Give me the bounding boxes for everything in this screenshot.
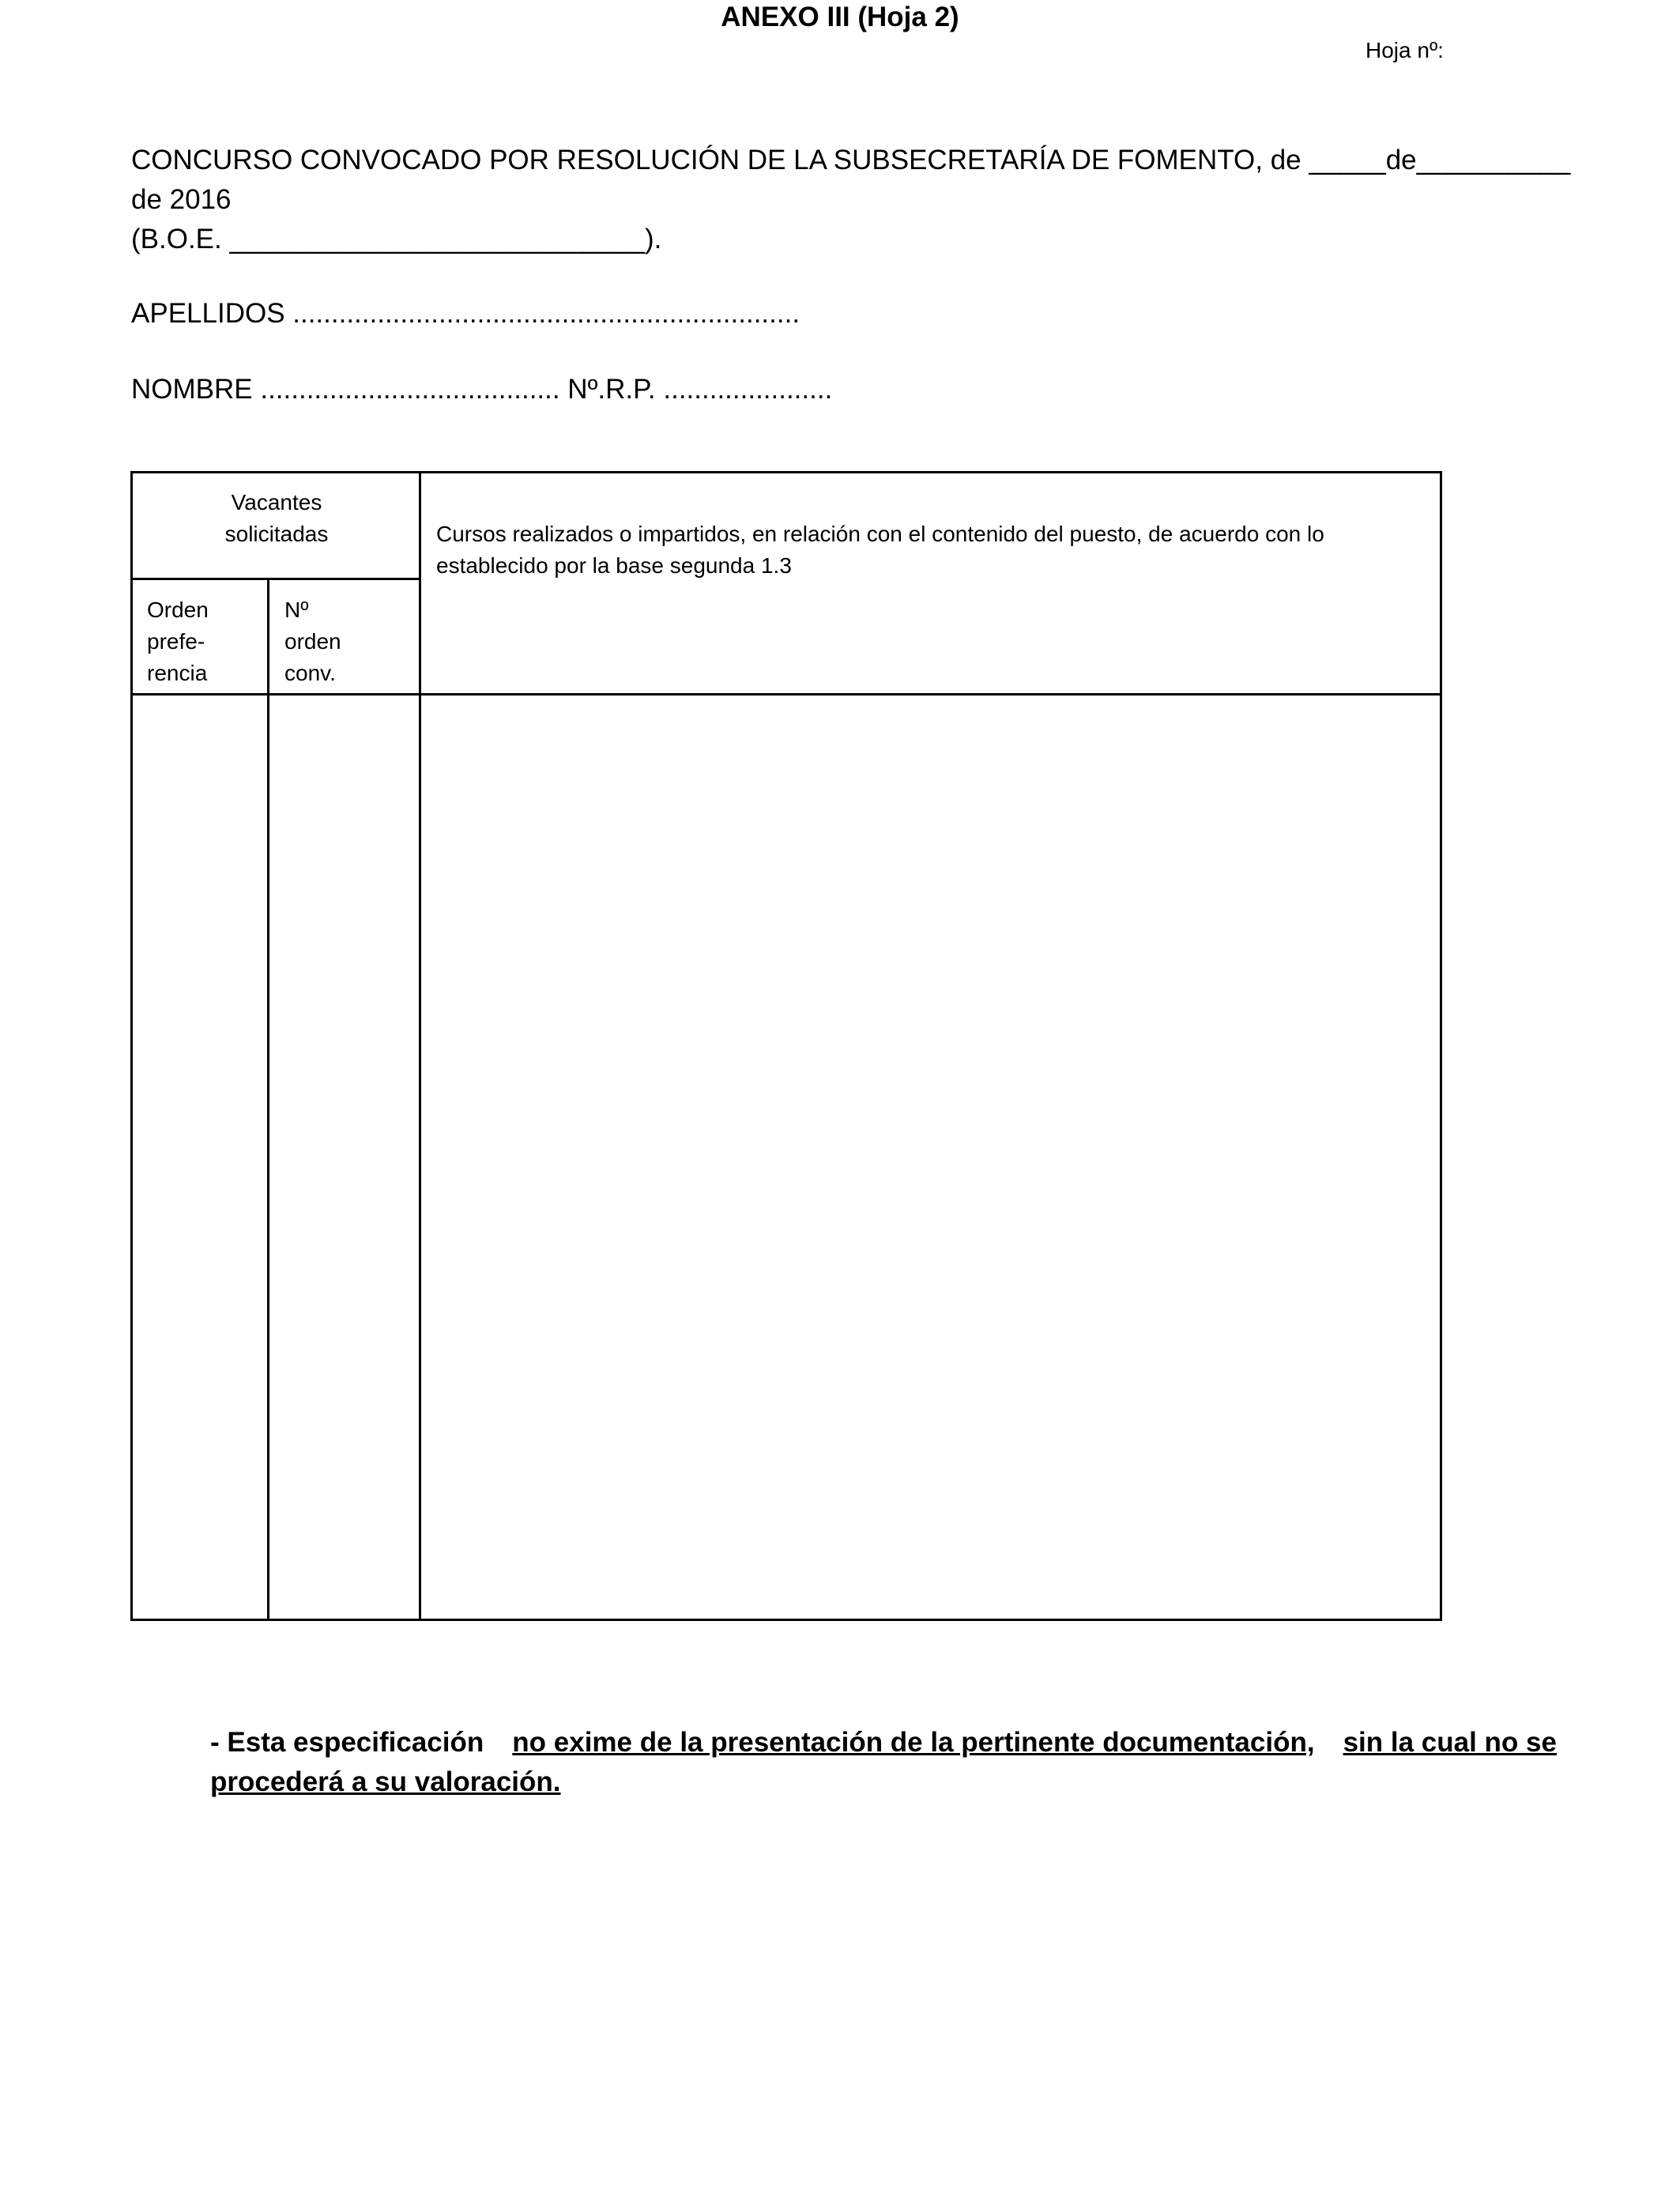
table-border-top <box>130 471 1442 473</box>
table-border-right <box>1440 471 1442 1621</box>
header-vacantes-solicitadas: Vacantes solicitadas <box>224 490 329 546</box>
note-line-2 <box>210 1762 1557 1802</box>
sheet-number-label: Hoja nº: <box>1365 38 1444 62</box>
note-line-1 <box>210 1723 1557 1762</box>
header-numero-orden-conv: Nº orden conv. <box>284 598 341 685</box>
note-underlined-3: procederá a su valoración. <box>210 1766 561 1797</box>
documentation-note <box>210 1723 1557 1802</box>
note-underlined-2: sin la cual no se <box>1343 1727 1557 1758</box>
nombre-nrp-field[interactable]: NOMBRE ....................................... Nº.R.P. ...................... <box>131 374 833 405</box>
concurso-line: CONCURSO CONVOCADO POR RESOLUCIÓN DE LA SUBSECRETARÍA DE FOMENTO, de _____de__________ <box>131 145 1571 175</box>
note-intro: - Esta especificación <box>210 1727 484 1758</box>
boe-line: (B.O.E. ___________________________). <box>131 224 662 254</box>
cell-cursos[interactable] <box>421 696 1440 1619</box>
apellidos-field[interactable]: APELLIDOS .................................................................. <box>131 298 800 329</box>
concurso-year-line: de 2016 <box>131 184 232 215</box>
table-divider-header-sub <box>130 578 420 580</box>
header-orden-preferencia: Orden prefe- rencia <box>147 598 209 685</box>
cell-orden-preferencia[interactable] <box>133 696 267 1619</box>
note-underlined-1: no exime de la presentación de la pertinente documentación, <box>512 1727 1315 1758</box>
header-cursos-realizados: Cursos realizados o impartidos, en relación con el contenido del puesto, de acuerdo con lo establecido por la base segunda 1.3 <box>436 522 1324 578</box>
page-title: ANEXO III (Hoja 2) <box>721 2 959 32</box>
cell-numero-orden[interactable] <box>269 696 419 1619</box>
table-border-bottom <box>130 1619 1442 1621</box>
